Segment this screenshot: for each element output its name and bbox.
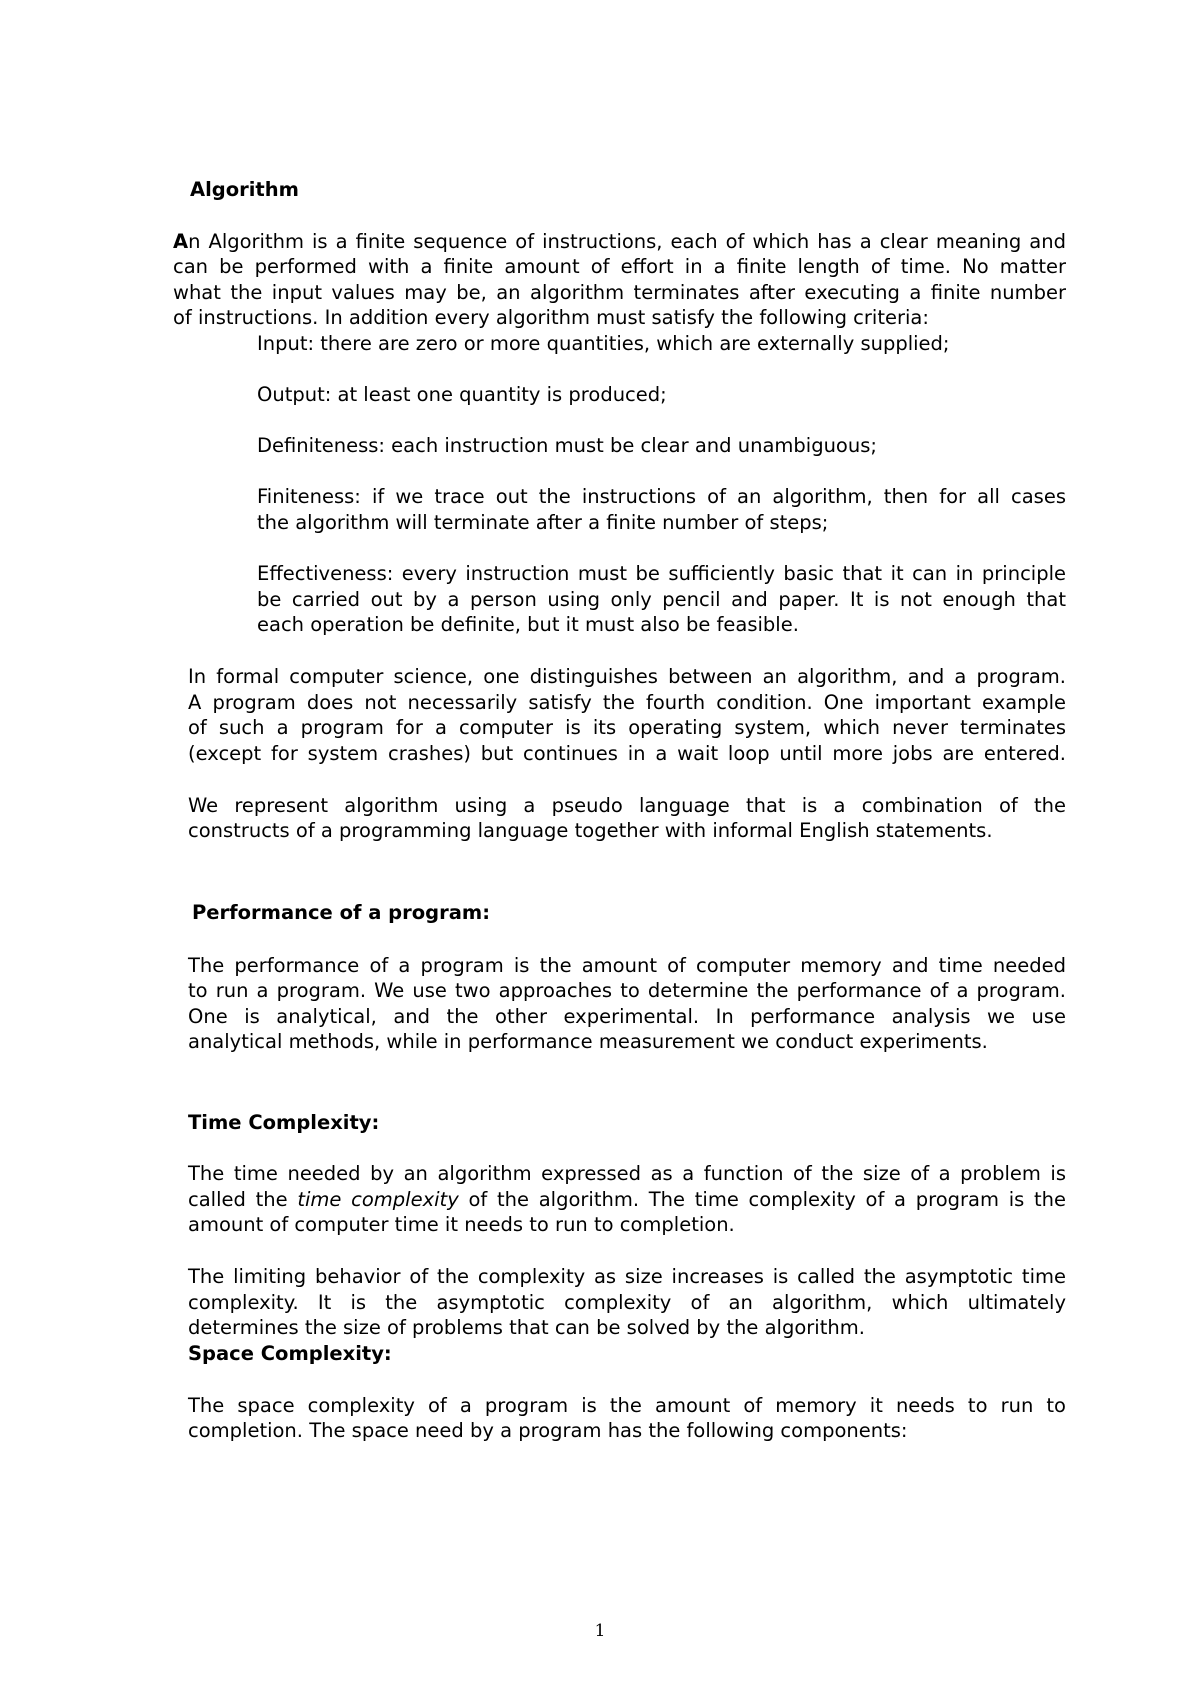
space-line-1: The space complexity of a program is the amount of memory it needs to run to bbox=[188, 1394, 1066, 1417]
intro-line-1 bbox=[173, 229, 1066, 254]
performance-line-3: One is analytical, and the other experimental. In performance analysis we use bbox=[188, 1005, 1066, 1028]
limiting-line-3: determines the size of problems that can be solved by the algorithm. bbox=[188, 1316, 865, 1339]
formal-line-1: In formal computer science, one distinguishes between an algorithm, and a program. bbox=[188, 665, 1066, 688]
represent-line-1: We represent algorithm using a pseudo language that is a combination of the bbox=[188, 794, 1066, 817]
heading-time-complexity: Time Complexity: bbox=[188, 1111, 380, 1134]
performance-line-4: analytical methods, while in performance measurement we conduct experiments. bbox=[188, 1030, 988, 1053]
heading-algorithm: Algorithm bbox=[190, 178, 299, 201]
time-line-2-pre: called the bbox=[188, 1188, 298, 1211]
criterion-finiteness-2: the algorithm will terminate after a finite number of steps; bbox=[257, 511, 829, 534]
space-line-2: completion. The space need by a program has the following components: bbox=[188, 1419, 908, 1442]
time-complexity-term: time complexity bbox=[297, 1188, 459, 1211]
criterion-output: Output: at least one quantity is produced; bbox=[257, 383, 667, 406]
criterion-effectiveness-2: be carried out by a person using only pencil and paper. It is not enough that bbox=[257, 588, 1066, 611]
time-line-2-post: of the algorithm. The time complexity of a program is the bbox=[458, 1188, 1067, 1211]
intro-lead-letter: A bbox=[173, 230, 189, 253]
formal-line-2: A program does not necessarily satisfy the fourth condition. One important example bbox=[188, 691, 1066, 714]
limiting-line-1: The limiting behavior of the complexity as size increases is called the asymptotic time bbox=[188, 1265, 1066, 1288]
heading-space-complexity: Space Complexity: bbox=[188, 1342, 392, 1365]
represent-line-2: constructs of a programming language together with informal English statements. bbox=[188, 819, 993, 842]
page-number: 1 bbox=[594, 1621, 606, 1641]
intro-line-3: what the input values may be, an algorithm terminates after executing a finite number bbox=[173, 281, 1066, 304]
intro-line-2: can be performed with a finite amount of effort in a finite length of time. No matter bbox=[173, 255, 1066, 278]
time-line-1: The time needed by an algorithm expressed as a function of the size of a problem is bbox=[188, 1162, 1066, 1185]
heading-performance: Performance of a program: bbox=[192, 901, 491, 924]
time-line-3: amount of computer time it needs to run to completion. bbox=[188, 1213, 735, 1236]
intro-line-4: of instructions. In addition every algorithm must satisfy the following criteria: bbox=[173, 306, 929, 329]
limiting-line-2: complexity. It is the asymptotic complexity of an algorithm, which ultimately bbox=[188, 1291, 1066, 1314]
intro-line-1-text: n Algorithm is a finite sequence of instructions, each of which has a clear meaning and bbox=[188, 230, 1066, 253]
time-line-2 bbox=[188, 1187, 1066, 1212]
performance-line-2: to run a program. We use two approaches to determine the performance of a program. bbox=[188, 979, 1066, 1002]
criterion-effectiveness-1: Effectiveness: every instruction must be sufficiently basic that it can in principle bbox=[257, 562, 1066, 585]
criterion-finiteness-1: Finiteness: if we trace out the instructions of an algorithm, then for all cases bbox=[257, 485, 1066, 508]
criterion-definiteness: Definiteness: each instruction must be clear and unambiguous; bbox=[257, 434, 877, 457]
formal-line-4: (except for system crashes) but continues in a wait loop until more jobs are entered. bbox=[188, 742, 1066, 765]
formal-line-3: of such a program for a computer is its operating system, which never terminates bbox=[188, 716, 1066, 739]
performance-line-1: The performance of a program is the amount of computer memory and time needed bbox=[188, 954, 1066, 977]
criterion-input: Input: there are zero or more quantities, which are externally supplied; bbox=[257, 332, 950, 355]
criterion-effectiveness-3: each operation be definite, but it must also be feasible. bbox=[257, 613, 799, 636]
